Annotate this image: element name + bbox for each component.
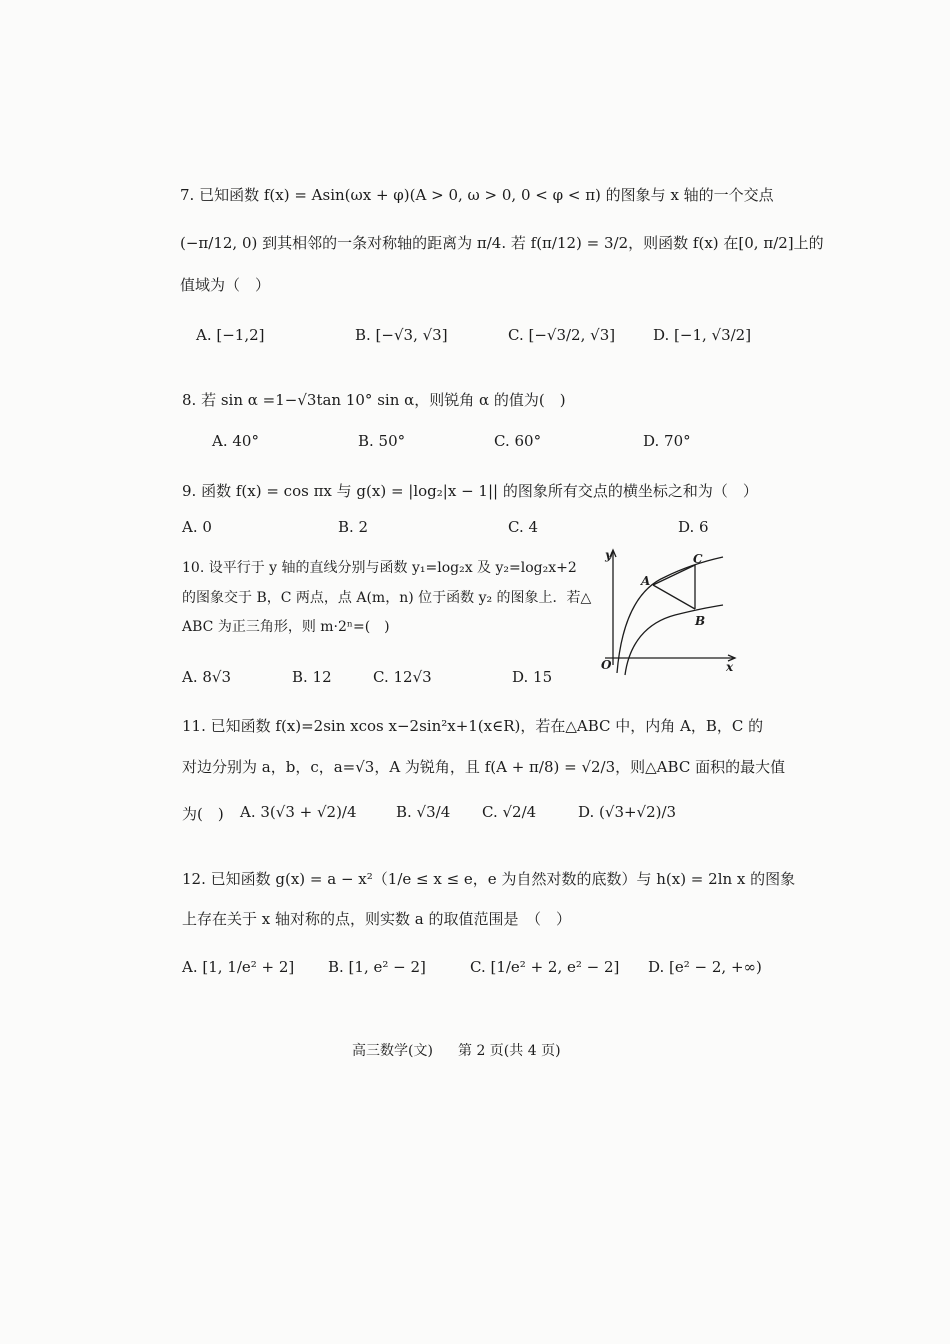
q7-option-b: B. [−√3, √3] bbox=[355, 326, 448, 344]
q10-line-2: 的图象交于 B，C 两点，点 A(m，n) 位于函数 y₂ 的图象上．若△ bbox=[182, 590, 592, 606]
q12-options bbox=[0, 958, 950, 988]
q10-figure bbox=[595, 545, 745, 680]
q11-options bbox=[0, 803, 950, 833]
q7-line-3: 值域为（ ） bbox=[180, 276, 271, 294]
q7-option-d: D. [−1, √3/2] bbox=[653, 326, 752, 344]
q11-line-1: 11. 已知函数 f(x)=2sin xcos x−2sin²x+1(x∈R)，若在△ABC 中，内角 A，B，C 的 bbox=[182, 717, 764, 735]
q9-line-1: 9. 函数 f(x) = cos πx 与 g(x) = |log₂|x − 1|| 的图象所有交点的横坐标之和为（ ） bbox=[182, 482, 758, 500]
q9-option-c: C. 4 bbox=[508, 518, 539, 536]
curve-y2 bbox=[617, 557, 723, 673]
q8-option-d: D. 70° bbox=[643, 432, 691, 450]
q11-line-2: 对边分别为 a，b，c，a=√3，A 为锐角，且 f(A + π/8) = √2/3，则△ABC 面积的最大值 bbox=[182, 758, 786, 776]
q8-option-b: B. 50° bbox=[358, 432, 406, 450]
q8-option-a: A. 40° bbox=[212, 432, 259, 450]
q9-options bbox=[0, 518, 950, 548]
q8-option-c: C. 60° bbox=[494, 432, 542, 450]
q10-line-1: 10. 设平行于 y 轴的直线分别与函数 y₁=log₂x 及 y₂=log₂x+2 bbox=[182, 560, 577, 576]
q12-option-c: C. [1/e² + 2, e² − 2] bbox=[470, 958, 620, 976]
segment-ac bbox=[653, 565, 695, 585]
q12-line-1: 12. 已知函数 g(x) = a − x²（1/e ≤ x ≤ e，e 为自然对数的底数）与 h(x) = 2ln x 的图象 bbox=[182, 870, 796, 888]
q12-line-2: 上存在关于 x 轴对称的点，则实数 a 的取值范围是 （ ） bbox=[182, 910, 571, 928]
q9-option-b: B. 2 bbox=[338, 518, 369, 536]
y-axis-label: y bbox=[605, 548, 612, 562]
q10-options bbox=[0, 668, 950, 698]
x-axis-label: x bbox=[726, 660, 734, 674]
q8-options bbox=[0, 432, 950, 462]
q10-option-b: B. 12 bbox=[292, 668, 332, 686]
q7-line-2: (−π/12, 0) 到其相邻的一条对称轴的距离为 π/4. 若 f(π/12) = 3/2，则函数 f(x) 在[0, π/2]上的 bbox=[180, 234, 824, 252]
q10-option-a: A. 8√3 bbox=[182, 668, 232, 686]
footer-subject: 高三数学(文) bbox=[352, 1043, 433, 1059]
curve-y1 bbox=[625, 605, 723, 675]
q9-option-a: A. 0 bbox=[182, 518, 212, 536]
q11-option-a: A. 3(√3 + √2)/4 bbox=[240, 803, 357, 821]
point-b-label: B bbox=[695, 614, 706, 628]
q12-option-d: D. [e² − 2, +∞) bbox=[648, 958, 762, 976]
q11-option-c: C. √2/4 bbox=[482, 803, 537, 821]
q12-option-a: A. [1, 1/e² + 2] bbox=[182, 958, 295, 976]
q8-line-1: 8. 若 sin α =1−√3tan 10° sin α，则锐角 α 的值为( ) bbox=[182, 391, 566, 409]
q7-line-1: 7. 已知函数 f(x) = Asin(ωx + φ)(A > 0, ω > 0, 0 < φ < π) 的图象与 x 轴的一个交点 bbox=[180, 186, 774, 204]
q10-option-d: D. 15 bbox=[512, 668, 553, 686]
origin-label: O bbox=[601, 658, 612, 672]
q12-option-b: B. [1, e² − 2] bbox=[328, 958, 426, 976]
point-c-label: C bbox=[693, 552, 703, 566]
point-a-label: A bbox=[641, 574, 651, 588]
q11-option-d: D. (√3+√2)/3 bbox=[578, 803, 677, 821]
q10-option-c: C. 12√3 bbox=[373, 668, 432, 686]
q11-option-b: B. √3/4 bbox=[396, 803, 451, 821]
q7-option-c: C. [−√3/2, √3] bbox=[508, 326, 616, 344]
footer-page-number: 第 2 页(共 4 页) bbox=[458, 1043, 561, 1059]
q9-option-d: D. 6 bbox=[678, 518, 709, 536]
q7-options bbox=[0, 326, 950, 356]
q11-line-3: 为( ) bbox=[182, 805, 224, 823]
q7-option-a: A. [−1,2] bbox=[196, 326, 265, 344]
segment-ab bbox=[653, 585, 695, 609]
q10-line-3: ABC 为正三角形，则 m·2ⁿ=( ) bbox=[182, 619, 390, 635]
